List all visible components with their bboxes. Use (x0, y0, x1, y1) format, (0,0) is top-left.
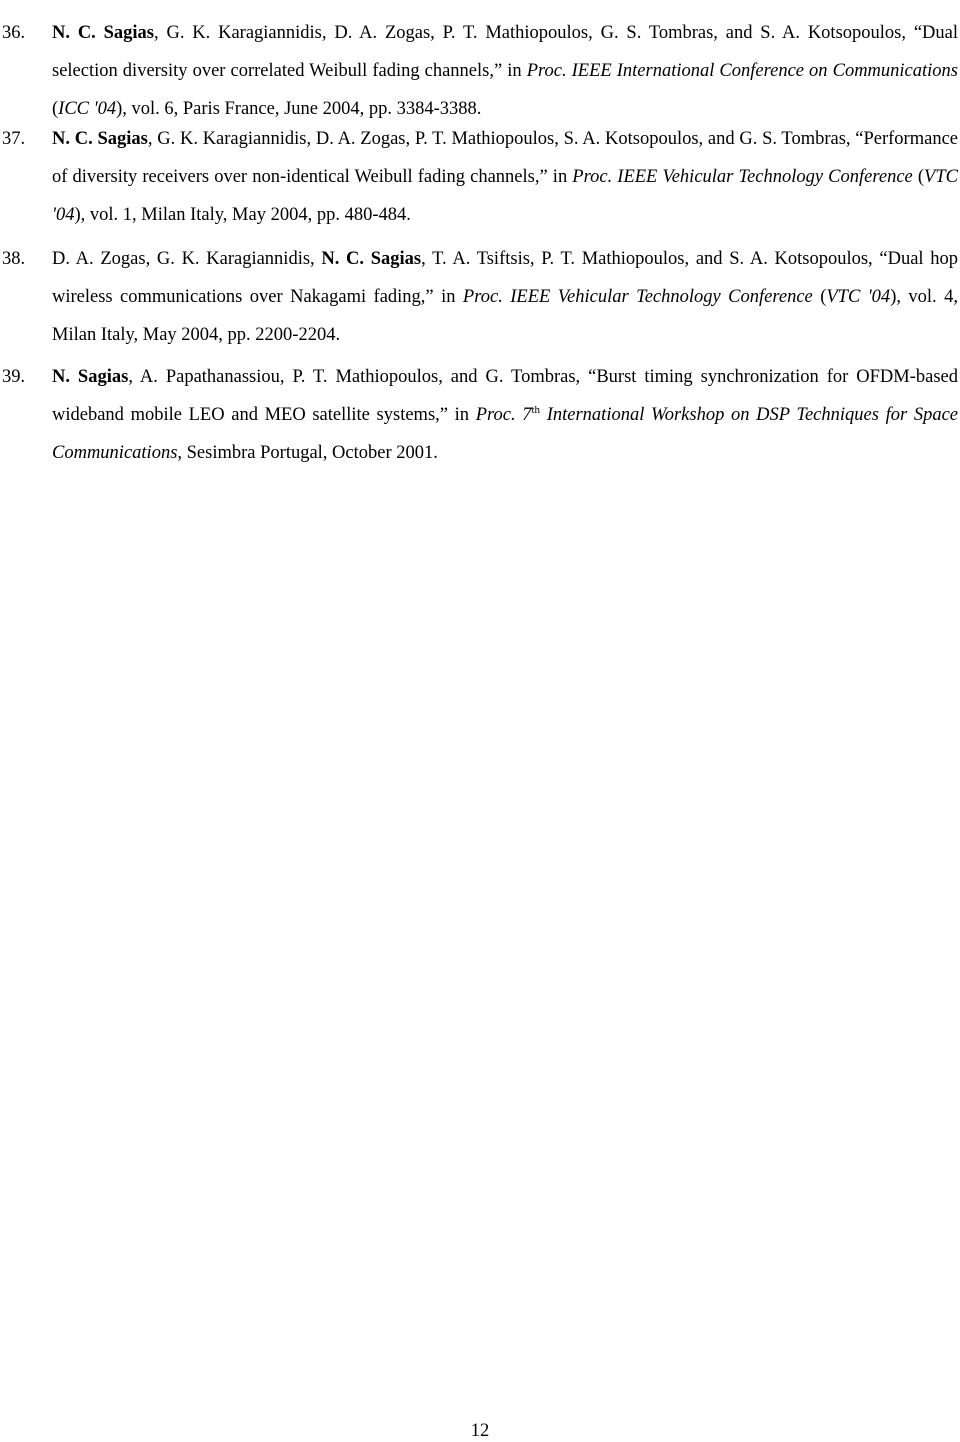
venue-title: Proc. 7 (475, 405, 532, 425)
reference-number: 36. (2, 23, 26, 43)
reference-text-run: ), vol. 6, Paris France, June 2004, pp. 3384-3388. (116, 99, 482, 119)
author-name: N. C. Sagias (52, 129, 148, 149)
author-name: N. C. Sagias (52, 23, 155, 43)
reference-text-run: D. A. Zogas, G. K. Karagiannidis, (52, 249, 322, 269)
reference-text-run: ( (912, 167, 925, 187)
venue-title: Proc. IEEE International Conference on Communications (526, 61, 958, 81)
reference-number: 38. (2, 249, 26, 269)
venue-title: VTC '04 (826, 287, 891, 307)
reference-text-run: , A. Papathanassiou, P. T. Mathiopoulos, and G. Tombras, “Burst timing synchronization for OFDM-based wideband mobile LEO and MEO satellite systems,” in (52, 367, 958, 425)
reference-text (52, 120, 958, 234)
reference-text (52, 240, 958, 354)
venue-title: ICC '04 (58, 99, 117, 119)
reference-number: 39. (2, 367, 26, 387)
reference-text-run: , G. K. Karagiannidis, D. A. Zogas, P. T. Mathiopoulos, G. S. Tombras, and S. A. Kotsopoulos, “Dual selection diversity over correlated Weibull fading channels,” in (52, 23, 958, 81)
reference-text-run: ), vol. 4, Milan Italy, May 2004, pp. 2200-2204. (52, 287, 958, 345)
page-number: 12 (470, 1421, 490, 1441)
reference-item (0, 14, 960, 128)
reference-text (52, 14, 958, 128)
reference-text (52, 358, 958, 472)
reference-item (0, 240, 960, 354)
reference-text-run: Sesimbra Portugal, October 2001. (182, 443, 438, 463)
author-name: N. C. Sagias (321, 249, 422, 269)
reference-text-run: , G. K. Karagiannidis, D. A. Zogas, P. T. Mathiopoulos, S. A. Kotsopoulos, and G. S. Tombras, “Performance of diversity receivers over non-identical Weibull fading channels,” in (52, 129, 958, 187)
reference-number: 37. (2, 129, 26, 149)
reference-text-run: ( (812, 287, 827, 307)
venue-title: VTC '04 (52, 167, 958, 225)
reference-text-run: ( (52, 99, 59, 119)
reference-text-run: , T. A. Tsiftsis, P. T. Mathiopoulos, and S. A. Kotsopoulos, “Dual hop wireless communications over Nakagami fading,” in (52, 249, 959, 307)
author-name: N. Sagias (52, 367, 129, 387)
reference-text-run: ), vol. 1, Milan Italy, May 2004, pp. 480-484. (74, 205, 411, 225)
reference-list (0, 0, 960, 463)
venue-title: Proc. IEEE Vehicular Technology Conference (572, 167, 913, 187)
venue-title: International Workshop on DSP Techniques for Space Communications, (52, 405, 959, 463)
reference-item (0, 358, 960, 472)
superscript: th (531, 403, 541, 416)
reference-item (0, 120, 960, 234)
venue-title: Proc. IEEE Vehicular Technology Conference (462, 287, 813, 307)
